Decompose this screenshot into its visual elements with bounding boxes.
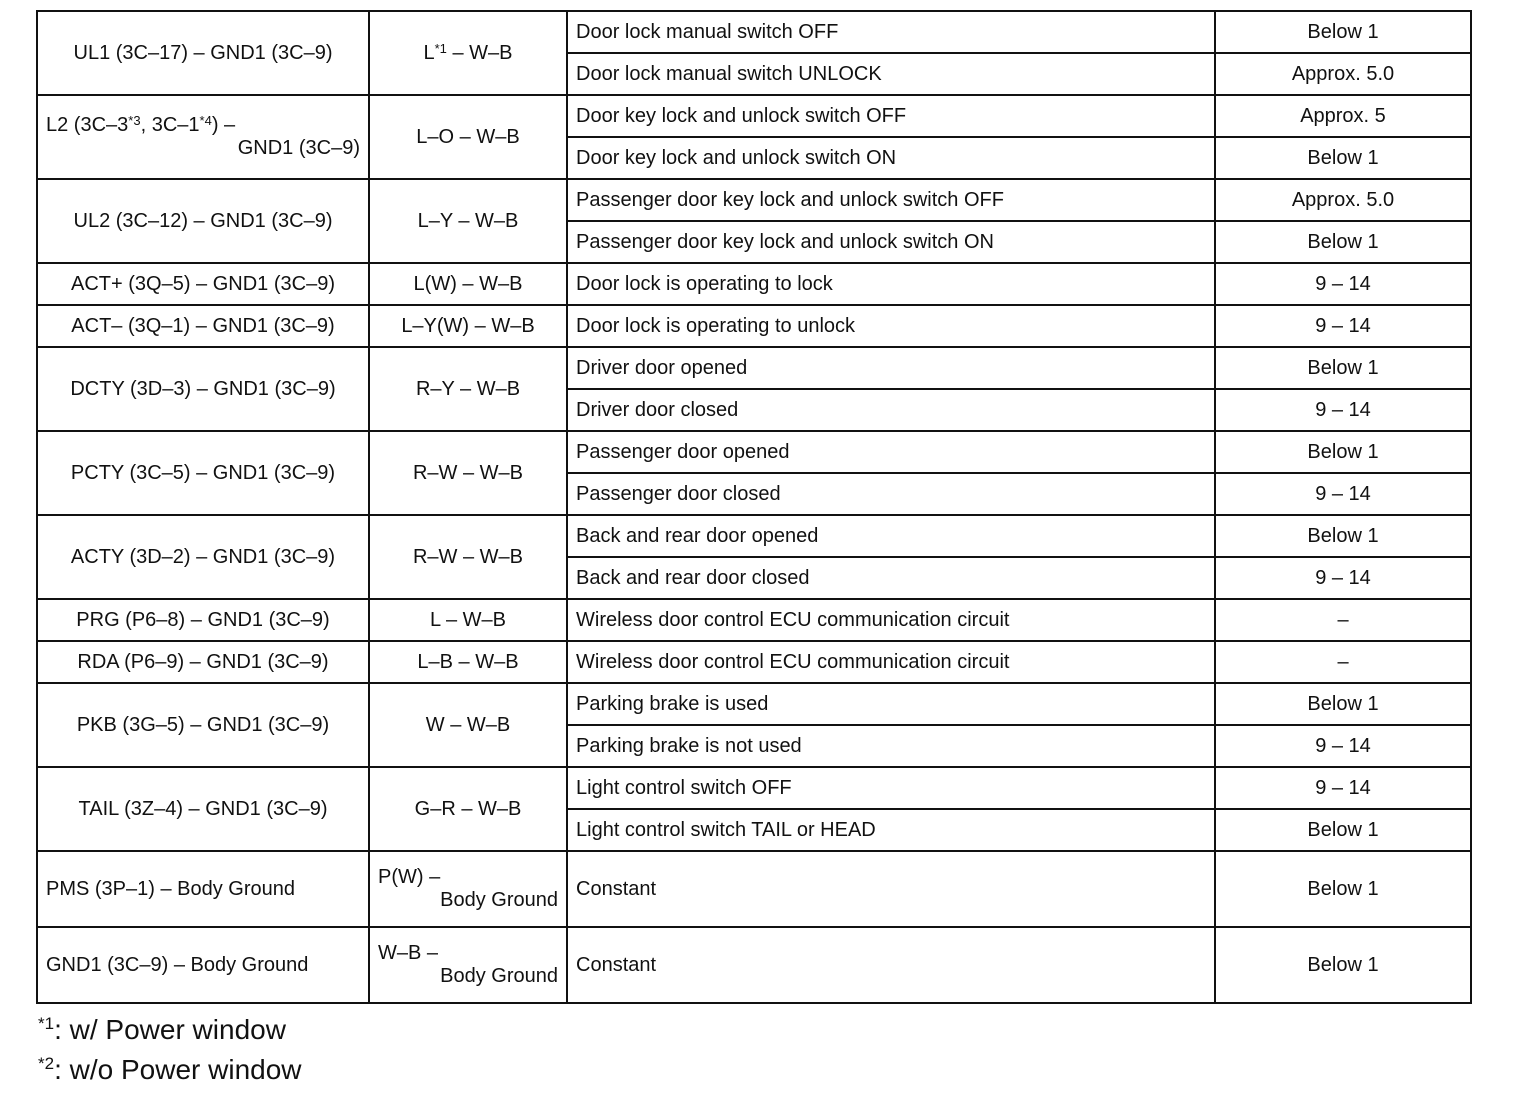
spec-cell: Below 1 xyxy=(1215,431,1471,473)
spec-cell: Below 1 xyxy=(1215,11,1471,53)
condition-cell: Light control switch TAIL or HEAD xyxy=(567,809,1215,851)
wire-color-cell: R–W – W–B xyxy=(369,515,567,599)
condition-cell: Parking brake is not used xyxy=(567,725,1215,767)
terminal-cell: ACT+ (3Q–5) – GND1 (3C–9) xyxy=(37,263,369,305)
spec-cell: 9 – 14 xyxy=(1215,389,1471,431)
spec-cell: Below 1 xyxy=(1215,137,1471,179)
table-row xyxy=(37,683,1471,725)
table-row xyxy=(37,515,1471,557)
condition-cell: Driver door opened xyxy=(567,347,1215,389)
condition-cell: Passenger door closed xyxy=(567,473,1215,515)
wire-color-cell: L–Y – W–B xyxy=(369,179,567,263)
terminal-cell: PCTY (3C–5) – GND1 (3C–9) xyxy=(37,431,369,515)
terminal-cell: PKB (3G–5) – GND1 (3C–9) xyxy=(37,683,369,767)
condition-cell: Driver door closed xyxy=(567,389,1215,431)
table-row xyxy=(37,851,1471,927)
table-row xyxy=(37,11,1471,53)
condition-cell: Constant xyxy=(567,927,1215,1003)
wire-color-cell: R–W – W–B xyxy=(369,431,567,515)
condition-cell: Door lock manual switch UNLOCK xyxy=(567,53,1215,95)
table-row xyxy=(37,347,1471,389)
wire-color-cell: W–B – Body Ground xyxy=(369,927,567,1003)
wire-color-cell: $L^{*1} - W-B$ xyxy=(369,11,567,95)
footnotes xyxy=(38,1010,302,1090)
terminal-cell: DCTY (3D–3) – GND1 (3C–9) xyxy=(37,347,369,431)
spec-cell: Below 1 xyxy=(1215,851,1471,927)
terminal-cell: L2 (3C–3$^{*3}$, 3C–1$^{*4}$) – GND1 (3C–9) xyxy=(37,95,369,179)
condition-cell: Constant xyxy=(567,851,1215,927)
condition-cell: Passenger door opened xyxy=(567,431,1215,473)
wire-color-cell: L – W–B xyxy=(369,599,567,641)
spec-cell: 9 – 14 xyxy=(1215,473,1471,515)
terminal-cell: PRG (P6–8) – GND1 (3C–9) xyxy=(37,599,369,641)
condition-cell: Door lock is operating to unlock xyxy=(567,305,1215,347)
spec-cell: 9 – 14 xyxy=(1215,305,1471,347)
terminal-cell: UL2 (3C–12) – GND1 (3C–9) xyxy=(37,179,369,263)
terminal-cell: RDA (P6–9) – GND1 (3C–9) xyxy=(37,641,369,683)
condition-cell: Door key lock and unlock switch ON xyxy=(567,137,1215,179)
spec-cell: Below 1 xyxy=(1215,347,1471,389)
spec-cell: Below 1 xyxy=(1215,809,1471,851)
table-row xyxy=(37,179,1471,221)
table-row xyxy=(37,641,1471,683)
spec-cell: Below 1 xyxy=(1215,515,1471,557)
spec-cell: Approx. 5.0 xyxy=(1215,179,1471,221)
table-row xyxy=(37,95,1471,137)
spec-cell: Below 1 xyxy=(1215,221,1471,263)
terminal-cell: ACT– (3Q–1) – GND1 (3C–9) xyxy=(37,305,369,347)
condition-cell: Door lock manual switch OFF xyxy=(567,11,1215,53)
terminal-cell: UL1 (3C–17) – GND1 (3C–9) xyxy=(37,11,369,95)
condition-cell: Wireless door control ECU communication circuit xyxy=(567,599,1215,641)
terminal-cell: PMS (3P–1) – Body Ground xyxy=(37,851,369,927)
spec-cell: 9 – 14 xyxy=(1215,557,1471,599)
wire-color-cell: L–O – W–B xyxy=(369,95,567,179)
condition-cell: Wireless door control ECU communication circuit xyxy=(567,641,1215,683)
wire-color-cell: L–Y(W) – W–B xyxy=(369,305,567,347)
spec-cell: 9 – 14 xyxy=(1215,263,1471,305)
table-row xyxy=(37,767,1471,809)
terminal-cell: GND1 (3C–9) – Body Ground xyxy=(37,927,369,1003)
footnote: $^{*1}$: w/ Power window xyxy=(38,1014,286,1045)
terminal-cell: ACTY (3D–2) – GND1 (3C–9) xyxy=(37,515,369,599)
condition-cell: Passenger door key lock and unlock switch ON xyxy=(567,221,1215,263)
spec-cell: Below 1 xyxy=(1215,927,1471,1003)
terminal-cell: TAIL (3Z–4) – GND1 (3C–9) xyxy=(37,767,369,851)
spec-cell: Below 1 xyxy=(1215,683,1471,725)
spec-cell: 9 – 14 xyxy=(1215,767,1471,809)
condition-cell: Passenger door key lock and unlock switch OFF xyxy=(567,179,1215,221)
condition-cell: Door lock is operating to lock xyxy=(567,263,1215,305)
table-row xyxy=(37,263,1471,305)
spec-cell: – xyxy=(1215,599,1471,641)
condition-cell: Door key lock and unlock switch OFF xyxy=(567,95,1215,137)
table-row xyxy=(37,305,1471,347)
wire-color-cell: W – W–B xyxy=(369,683,567,767)
condition-cell: Parking brake is used xyxy=(567,683,1215,725)
spec-cell: Approx. 5.0 xyxy=(1215,53,1471,95)
table-row xyxy=(37,927,1471,1003)
wire-color-cell: P(W) – Body Ground xyxy=(369,851,567,927)
spec-cell: Approx. 5 xyxy=(1215,95,1471,137)
condition-cell: Light control switch OFF xyxy=(567,767,1215,809)
spec-cell: – xyxy=(1215,641,1471,683)
terminal-voltage-table xyxy=(36,10,1472,1004)
wire-color-cell: L(W) – W–B xyxy=(369,263,567,305)
condition-cell: Back and rear door opened xyxy=(567,515,1215,557)
spec-cell: 9 – 14 xyxy=(1215,725,1471,767)
table-row xyxy=(37,599,1471,641)
table-row xyxy=(37,431,1471,473)
wire-color-cell: R–Y – W–B xyxy=(369,347,567,431)
wire-color-cell: L–B – W–B xyxy=(369,641,567,683)
wire-color-cell: G–R – W–B xyxy=(369,767,567,851)
footnote: $^{*2}$: w/o Power window xyxy=(38,1054,302,1085)
condition-cell: Back and rear door closed xyxy=(567,557,1215,599)
